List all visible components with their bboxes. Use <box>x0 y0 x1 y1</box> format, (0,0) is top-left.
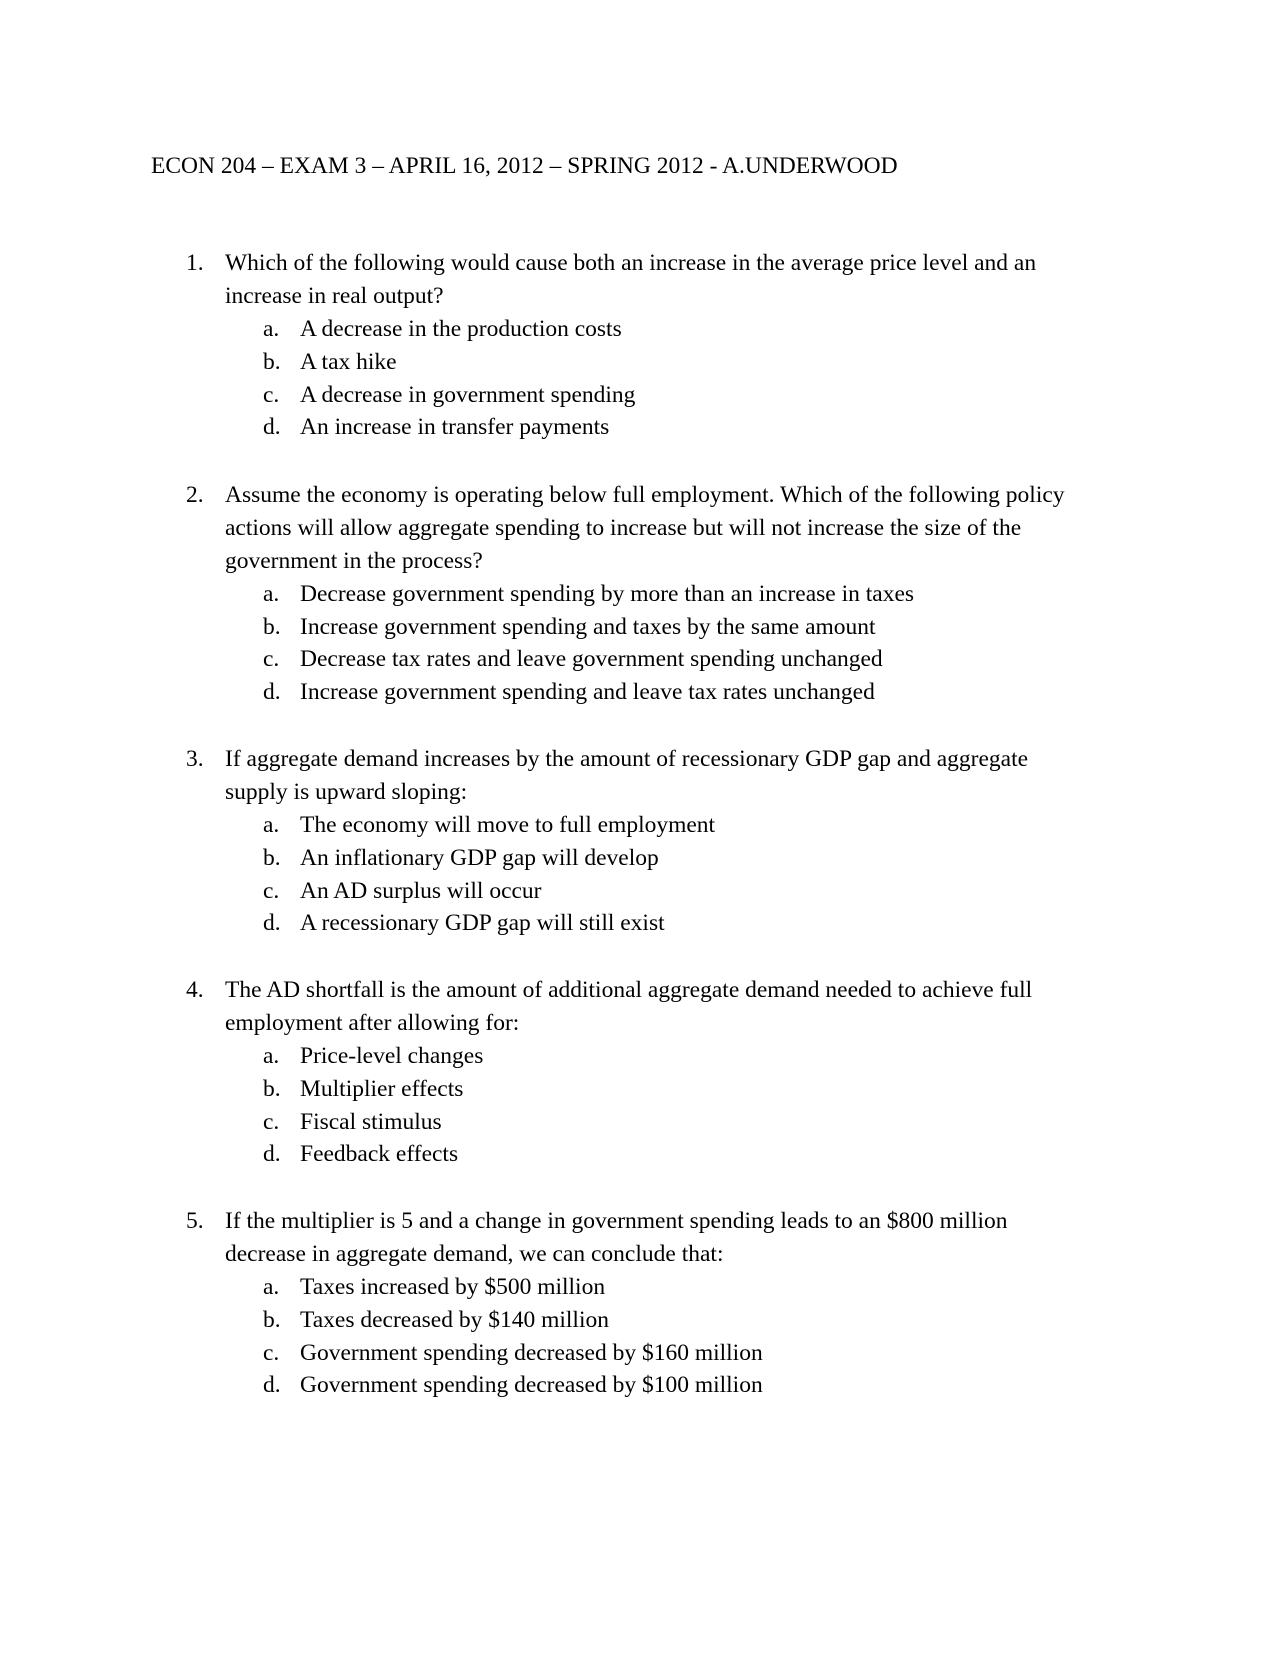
option-text: Feedback effects <box>300 1141 459 1168</box>
option-text: A decrease in the production costs <box>300 315 622 342</box>
option-letter: d. <box>263 679 281 706</box>
option-letter: d. <box>263 414 281 441</box>
option-text: Increase government spending and taxes by the same amount <box>300 613 876 640</box>
option-text: Fiscal stimulus <box>300 1108 442 1135</box>
option-letter: b. <box>263 613 281 640</box>
question-text-line: Which of the following would cause both an increase in the average price level and an <box>225 250 1037 276</box>
option-letter: d. <box>263 1141 281 1168</box>
option-letter: b. <box>263 348 281 375</box>
option-letter: c. <box>263 646 280 673</box>
question-text <box>225 1205 1125 1271</box>
question-text <box>225 974 1125 1040</box>
option-text: Multiplier effects <box>300 1075 464 1102</box>
option-text: Price-level changes <box>300 1042 484 1069</box>
option-letter: b. <box>263 1075 281 1102</box>
option-letter: a. <box>263 1042 280 1069</box>
option-text: Increase government spending and leave tax rates unchanged <box>300 679 875 706</box>
question-text-line: employment after allowing for: <box>225 1009 520 1036</box>
question-text-line: government in the process? <box>225 547 483 574</box>
exam-header: ECON 204 – EXAM 3 – APRIL 16, 2012 – SPRING 2012 - A.UNDERWOOD <box>151 153 898 179</box>
option-letter: a. <box>263 315 280 342</box>
option-text: An AD surplus will occur <box>300 877 542 904</box>
option-text: Taxes decreased by $140 million <box>300 1306 609 1333</box>
question-text <box>225 247 1125 313</box>
option-letter: b. <box>263 1306 281 1333</box>
question-text-line: The AD shortfall is the amount of additional aggregate demand needed to achieve full <box>225 977 1033 1003</box>
question-number: 1. <box>186 250 204 276</box>
option-text: Taxes increased by $500 million <box>300 1273 606 1300</box>
option-text: An inflationary GDP gap will develop <box>300 844 659 871</box>
question-number: 4. <box>186 977 204 1003</box>
option-letter: d. <box>263 1372 281 1399</box>
option-text: Decrease government spending by more than an increase in taxes <box>300 580 915 607</box>
question-text-line: If aggregate demand increases by the amount of recessionary GDP gap and aggregate <box>225 746 1029 772</box>
question-text <box>225 743 1125 809</box>
option-text: A recessionary GDP gap will still exist <box>300 910 665 937</box>
option-text: A tax hike <box>300 348 397 375</box>
option-text: A decrease in government spending <box>300 381 636 408</box>
question-text-line: Assume the economy is operating below full employment. Which of the following policy <box>225 482 1065 508</box>
option-letter: b. <box>263 844 281 871</box>
question-text-line: increase in real output? <box>225 282 444 309</box>
question-number: 5. <box>186 1208 204 1234</box>
option-letter: c. <box>263 1339 280 1366</box>
option-letter: c. <box>263 1108 280 1135</box>
question-number: 2. <box>186 482 204 508</box>
question-text-line: supply is upward sloping: <box>225 778 468 805</box>
option-letter: d. <box>263 910 281 937</box>
option-text: Decrease tax rates and leave government spending unchanged <box>300 646 883 673</box>
question-number: 3. <box>186 746 204 772</box>
option-letter: a. <box>263 811 280 838</box>
question-text-line: actions will allow aggregate spending to increase but will not increase the size of the <box>225 514 1022 541</box>
question-text-line: If the multiplier is 5 and a change in government spending leads to an $800 million <box>225 1208 1008 1234</box>
option-text: The economy will move to full employment <box>300 811 716 838</box>
option-text: Government spending decreased by $100 million <box>300 1372 763 1399</box>
question-text-line: decrease in aggregate demand, we can conclude that: <box>225 1240 724 1267</box>
option-text: Government spending decreased by $160 million <box>300 1339 763 1366</box>
question-text <box>225 479 1125 578</box>
option-letter: c. <box>263 877 280 904</box>
option-letter: a. <box>263 580 280 607</box>
option-letter: a. <box>263 1273 280 1300</box>
option-text: An increase in transfer payments <box>300 414 610 441</box>
option-letter: c. <box>263 381 280 408</box>
